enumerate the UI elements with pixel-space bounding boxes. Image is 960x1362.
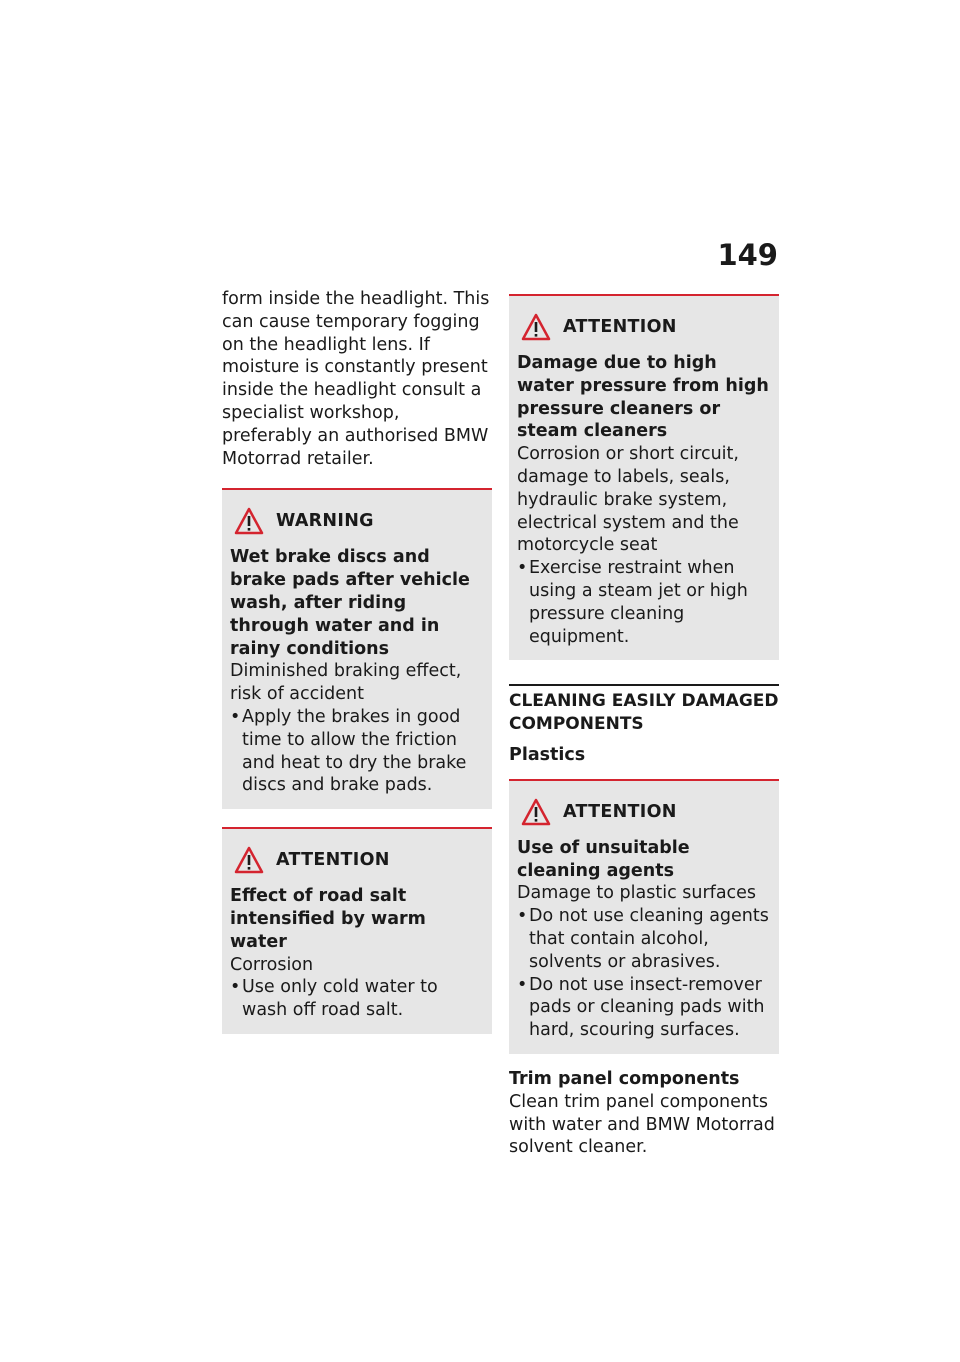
page-number: 149 [717, 238, 778, 272]
list-item: •Apply the brakes in good time to allow the friction and heat to dry the brake discs and brake pads. [230, 706, 467, 796]
attention-label: ATTENTION [563, 801, 677, 822]
attention-box-high-pressure [509, 294, 779, 660]
warning-title: Wet brake discs and brake pads after vehicle wash, after riding through water and in rainy conditions [230, 547, 470, 659]
warning-triangle-icon [234, 507, 264, 535]
attention-label: ATTENTION [563, 317, 677, 337]
list-item: •Exercise restraint when using a steam jet or high pressure cleaning equipment. [517, 558, 748, 647]
attention-label: ATTENTION [276, 850, 390, 871]
list-item: •Do not use cleaning agents that contain alcohol, solvents or abrasives. [517, 906, 769, 972]
list-item: •Use only cold water to wash off road salt. [230, 977, 438, 1021]
warning-header [234, 506, 484, 536]
warning-triangle-icon [521, 313, 551, 341]
attention-bullet-list [517, 557, 771, 648]
attention-title: Effect of road salt intensified by warm water [230, 886, 426, 952]
warning-triangle-icon [521, 798, 551, 826]
attention-bullet-list [517, 905, 771, 1042]
attention-title: Use of unsuitable cleaning agents [517, 837, 690, 881]
attention-description: Damage to plastic surfaces [517, 883, 757, 904]
attention-header [521, 312, 771, 342]
list-item: •Do not use insect-remover pads or cleaning pads with hard, scouring surfaces. [517, 974, 765, 1041]
warning-label: WARNING [276, 511, 374, 532]
warning-triangle-icon [234, 846, 264, 874]
attention-description: Corrosion [230, 954, 314, 975]
warning-bullet-list [230, 706, 484, 797]
left-column [222, 288, 492, 1034]
attention-description: Corrosion or short circuit, damage to labels, seals, hydraulic brake system, electrical system and the motorcycle seat [517, 444, 739, 556]
attention-box-road-salt [222, 827, 492, 1034]
trim-panel-text: Clean trim panel components with water and BMW Motorrad solvent cleaner. [509, 1091, 775, 1158]
intro-paragraph: form inside the headlight. This can cause temporary fogging on the headlight lens. If moisture is constantly present inside the headlight consult a specialist workshop, preferably an authorised BMW Motorrad retailer. [222, 289, 490, 469]
attention-bullet-list [230, 976, 484, 1022]
plastics-heading: Plastics [509, 744, 586, 765]
attention-header [234, 845, 484, 875]
right-column [509, 276, 779, 1159]
warning-box [222, 488, 492, 809]
attention-box-cleaning-agents [509, 779, 779, 1054]
section-title: CLEANING EASILY DAMAGED COMPONENTS [509, 684, 779, 736]
attention-header [521, 797, 771, 827]
attention-title: Damage due to high water pressure from high pressure cleaners or steam cleaners [517, 353, 769, 442]
trim-panel-heading: Trim panel components [509, 1068, 740, 1089]
warning-description: Diminished braking effect, risk of accident [230, 661, 462, 705]
